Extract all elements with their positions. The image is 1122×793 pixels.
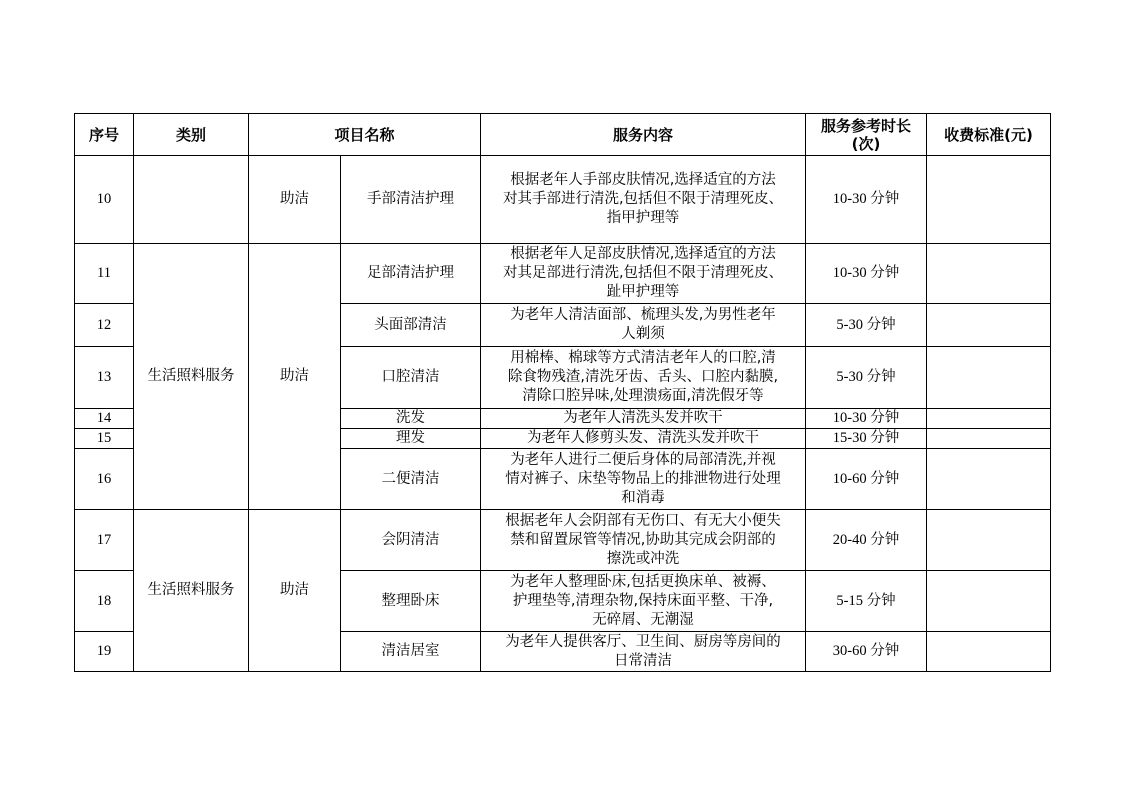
fee-cell [927, 244, 1051, 304]
header-category: 类别 [134, 114, 249, 156]
item-name-cell: 足部清洁护理 [341, 244, 481, 304]
content-line: 擦洗或冲洗 [606, 550, 680, 567]
content-cell [481, 429, 806, 449]
duration-unit: 分钟 [870, 430, 900, 446]
content-line: 为老年人修剪头发、清洗头发并吹干 [527, 430, 760, 446]
seq-cell: 13 [75, 347, 134, 409]
seq-cell: 15 [75, 429, 134, 449]
content-line: 为老年人清洁面部、梳理头发,为男性老年 [510, 307, 776, 323]
category-cell: 生活照料服务 [134, 244, 249, 510]
content-line: 为老年人整理卧床,包括更换床单、被褥、 [510, 573, 776, 590]
duration-range: 20-40 [832, 531, 867, 548]
item-name-cell: 清洁居室 [341, 632, 481, 672]
item-name-cell: 整理卧床 [341, 571, 481, 632]
duration-cell [806, 244, 927, 304]
seq-cell: 12 [75, 304, 134, 347]
duration-unit: 分钟 [870, 531, 900, 548]
header-duration [806, 114, 927, 156]
subcategory-cell: 助洁 [249, 156, 341, 244]
seq-cell: 19 [75, 632, 134, 672]
duration-cell [806, 347, 927, 409]
seq-cell: 17 [75, 510, 134, 571]
duration-unit: 分钟 [870, 470, 900, 487]
content-cell [481, 571, 806, 632]
fee-cell [927, 156, 1051, 244]
duration-range: 10-30 [832, 191, 867, 207]
header-content: 服务内容 [481, 114, 806, 156]
content-line: 根据老年人手部皮肤情况,选择适宜的方法 [510, 172, 776, 188]
content-line: 无碎屑、无潮湿 [592, 611, 694, 628]
service-fee-table [74, 113, 1051, 672]
content-line: 清除口腔异味,处理溃疡面,清洗假牙等 [522, 388, 764, 404]
duration-range: 10-60 [832, 470, 867, 487]
content-cell [481, 244, 806, 304]
seq-cell: 16 [75, 449, 134, 510]
duration-range: 5-15 [836, 592, 863, 609]
header-item-name: 项目名称 [249, 114, 481, 156]
seq-cell: 11 [75, 244, 134, 304]
duration-cell [806, 510, 927, 571]
header-duration-line2: (次) [851, 134, 881, 153]
content-line: 趾甲护理等 [606, 284, 680, 300]
duration-range: 5-30 [836, 369, 863, 385]
content-line: 用棉棒、棉球等方式清洁老年人的口腔,清 [510, 350, 776, 366]
duration-range: 10-30 [832, 410, 867, 426]
item-name-cell: 会阴清洁 [341, 510, 481, 571]
content-cell [481, 449, 806, 510]
table-row [75, 156, 1051, 244]
duration-cell [806, 449, 927, 510]
duration-range: 5-30 [836, 316, 863, 333]
content-line: 为老年人进行二便后身体的局部清洗,并视 [510, 451, 776, 468]
fee-cell [927, 449, 1051, 510]
content-line: 指甲护理等 [606, 210, 680, 226]
subcategory-cell: 助洁 [249, 510, 341, 672]
fee-cell [927, 632, 1051, 672]
category-cell [134, 156, 249, 244]
seq-cell: 14 [75, 409, 134, 429]
content-cell [481, 304, 806, 347]
item-name-cell: 手部清洁护理 [341, 156, 481, 244]
item-name-cell: 头面部清洁 [341, 304, 481, 347]
content-line: 根据老年人会阴部有无伤口、有无大小便失 [505, 512, 781, 529]
duration-unit: 分钟 [870, 643, 900, 659]
content-line: 人剃须 [621, 326, 665, 342]
content-line: 除食物残渣,清洗牙齿、舌头、口腔内黏膜, [507, 369, 779, 385]
content-cell [481, 347, 806, 409]
item-name-cell: 洗发 [341, 409, 481, 429]
duration-cell [806, 571, 927, 632]
fee-cell [927, 510, 1051, 571]
fee-cell [927, 347, 1051, 409]
table-header-row [75, 114, 1051, 156]
content-line: 为老年人提供客厅、卫生间、厨房等房间的 [505, 633, 781, 650]
duration-cell [806, 409, 927, 429]
item-name-cell: 二便清洁 [341, 449, 481, 510]
duration-range: 15-30 [832, 430, 867, 446]
content-line: 禁和留置尿管等情况,协助其完成会阴部的 [510, 531, 776, 548]
content-line: 对其足部进行清洗,包括但不限于清理死皮、 [502, 265, 784, 281]
item-name-cell: 口腔清洁 [341, 347, 481, 409]
duration-unit: 分钟 [866, 369, 896, 385]
duration-unit: 分钟 [866, 316, 896, 333]
duration-unit: 分钟 [870, 191, 900, 207]
fee-cell [927, 571, 1051, 632]
header-duration-line1: 服务参考时长 [821, 116, 912, 135]
header-seq: 序号 [75, 114, 134, 156]
duration-unit: 分钟 [866, 592, 896, 609]
content-line: 对其手部进行清洗,包括但不限于清理死皮、 [502, 191, 784, 207]
duration-cell [806, 429, 927, 449]
table-row [75, 244, 1051, 304]
duration-range: 10-30 [832, 265, 867, 281]
fee-cell [927, 304, 1051, 347]
subcategory-cell: 助洁 [249, 244, 341, 510]
fee-cell [927, 409, 1051, 429]
content-cell [481, 156, 806, 244]
content-line: 日常清洁 [614, 652, 673, 669]
content-line: 和消毒 [621, 489, 665, 506]
duration-cell [806, 304, 927, 347]
duration-cell [806, 632, 927, 672]
fee-cell [927, 429, 1051, 449]
content-line: 情对裤子、床垫等物品上的排泄物进行处理 [505, 470, 781, 487]
table-row [75, 510, 1051, 571]
duration-unit: 分钟 [870, 265, 900, 281]
item-name-cell: 理发 [341, 429, 481, 449]
duration-range: 30-60 [832, 643, 867, 659]
content-cell [481, 632, 806, 672]
header-fee: 收费标准(元) [927, 114, 1051, 156]
seq-cell: 10 [75, 156, 134, 244]
content-line: 护理垫等,清理杂物,保持床面平整、干净, [512, 592, 774, 609]
duration-cell [806, 156, 927, 244]
seq-cell: 18 [75, 571, 134, 632]
content-line: 为老年人清洗头发并吹干 [563, 410, 723, 426]
duration-unit: 分钟 [870, 410, 900, 426]
category-cell: 生活照料服务 [134, 510, 249, 672]
content-cell [481, 409, 806, 429]
content-line: 根据老年人足部皮肤情况,选择适宜的方法 [510, 246, 776, 262]
content-cell [481, 510, 806, 571]
